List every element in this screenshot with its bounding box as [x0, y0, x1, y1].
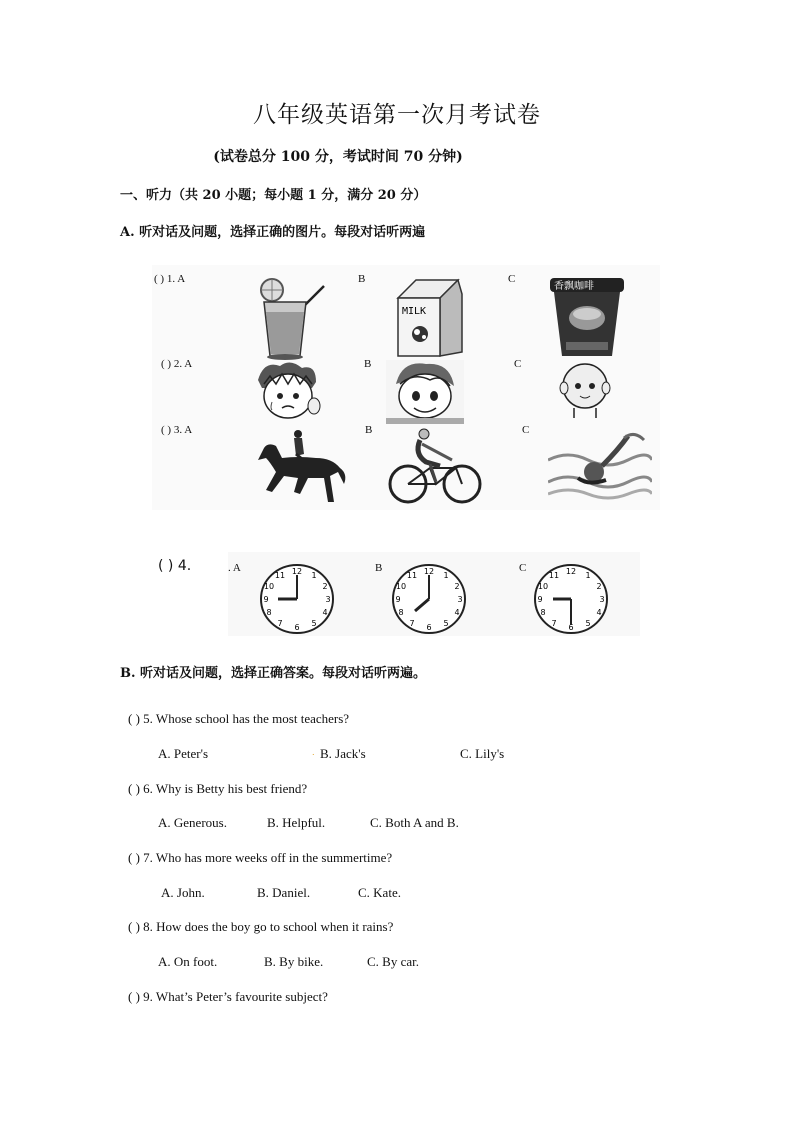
q6-option-a: A. Generous. [158, 815, 227, 830]
question-5: ( ) 5. Whose school has the most teachers? [128, 711, 350, 726]
q8-option-b: B. By bike. [264, 954, 324, 969]
q1-option-b-label: B [358, 273, 366, 285]
svg-text:4: 4 [596, 608, 602, 617]
swimmer-image [548, 430, 652, 500]
svg-text:2: 2 [322, 582, 328, 591]
section-b-heading: B. 听对话及问题，选择正确答案。每段对话听两遍。 [120, 666, 427, 681]
question-6: ( ) 6. Why is Betty his best friend? [128, 781, 308, 796]
subtitle: (试卷总分 100 分，考试时间 70 分钟) [213, 149, 463, 165]
q5-option-b: B. Jack's [320, 746, 366, 761]
q2-option-b-label: B [364, 358, 372, 370]
svg-text:9: 9 [537, 595, 543, 604]
svg-text:7: 7 [277, 619, 283, 628]
svg-text:8: 8 [398, 608, 404, 617]
q4-label: ( ) 4. [158, 558, 192, 574]
svg-text:2: 2 [454, 582, 460, 591]
svg-text:3: 3 [325, 595, 331, 604]
svg-text:12: 12 [291, 567, 303, 576]
q4-option-b-label: B [375, 562, 383, 574]
clock-a-image [259, 563, 335, 635]
q3-option-c-label: C [522, 424, 530, 436]
bike-rider-image [386, 428, 484, 506]
boy-crying-image [250, 360, 326, 424]
coffee-cup-image [548, 276, 626, 360]
q1-option-c-label: C [508, 273, 516, 285]
svg-text:10: 10 [263, 582, 275, 591]
section-listening-heading: 一、听力（共 20 小题；每小题 1 分，满分 20 分） [120, 188, 427, 203]
q4-option-a-label: . A [228, 562, 241, 574]
svg-text:3: 3 [599, 595, 605, 604]
svg-text:6: 6 [426, 623, 432, 632]
q5-option-c: C. Lily's [460, 746, 505, 761]
svg-text:8: 8 [540, 608, 546, 617]
milk-text: MILK [402, 306, 427, 317]
svg-text:7: 7 [551, 619, 557, 628]
q4-option-c-label: C [519, 562, 527, 574]
svg-text:6: 6 [294, 623, 300, 632]
juice-glass-image [244, 278, 328, 360]
bald-boy-image [556, 360, 614, 418]
svg-text:7: 7 [409, 619, 415, 628]
svg-text:4: 4 [322, 608, 328, 617]
q6-option-b: B. Helpful. [267, 815, 326, 830]
horse-rider-image [254, 428, 350, 508]
svg-text:5: 5 [585, 619, 591, 628]
q7-option-b: B. Daniel. [257, 885, 311, 900]
q3-option-b-label: B [365, 424, 373, 436]
svg-text:10: 10 [537, 582, 549, 591]
question-7: ( ) 7. Who has more weeks off in the summertime? [128, 850, 393, 865]
section-a-heading: A. 听对话及问题，选择正确的图片。每段对话听两遍 [120, 225, 426, 240]
svg-text:11: 11 [274, 571, 286, 580]
question-8: ( ) 8. How does the boy go to school when it rains? [128, 919, 394, 934]
svg-text:6: 6 [568, 623, 574, 632]
svg-text:10: 10 [395, 582, 407, 591]
svg-text:9: 9 [395, 595, 401, 604]
q3-label: ( ) 3. A [161, 424, 193, 436]
stray-mark: . [312, 748, 315, 757]
clock-c-image [533, 563, 609, 635]
svg-text:4: 4 [454, 608, 460, 617]
svg-text:2: 2 [596, 582, 602, 591]
boy-smiling-image [386, 360, 464, 424]
page-title: 八年级英语第一次月考试卷 [253, 102, 541, 128]
svg-text:11: 11 [406, 571, 418, 580]
svg-text:1: 1 [585, 571, 591, 580]
q6-option-c: C. Both A and B. [370, 815, 459, 830]
svg-text:5: 5 [443, 619, 449, 628]
svg-text:11: 11 [548, 571, 560, 580]
svg-text:9: 9 [263, 595, 269, 604]
q8-option-a: A. On foot. [158, 954, 218, 969]
milk-carton-image [386, 278, 470, 358]
q1-label: ( ) 1. A [154, 273, 186, 285]
q7-option-a: A. John. [161, 885, 205, 900]
q2-label: ( ) 2. A [161, 358, 193, 370]
q7-option-c: C. Kate. [358, 885, 401, 900]
coffee-text: 香飘咖啡 [554, 281, 594, 292]
q5-option-a: A. Peter's [158, 746, 209, 761]
question-9: ( ) 9. What’s Peter’s favourite subject? [128, 989, 328, 1004]
svg-text:1: 1 [443, 571, 449, 580]
svg-text:1: 1 [311, 571, 317, 580]
svg-text:12: 12 [565, 567, 577, 576]
svg-text:8: 8 [266, 608, 272, 617]
q2-option-c-label: C [514, 358, 522, 370]
svg-text:3: 3 [457, 595, 463, 604]
svg-text:12: 12 [423, 567, 435, 576]
q8-option-c: C. By car. [367, 954, 419, 969]
svg-text:5: 5 [311, 619, 317, 628]
clock-b-image [391, 563, 467, 635]
